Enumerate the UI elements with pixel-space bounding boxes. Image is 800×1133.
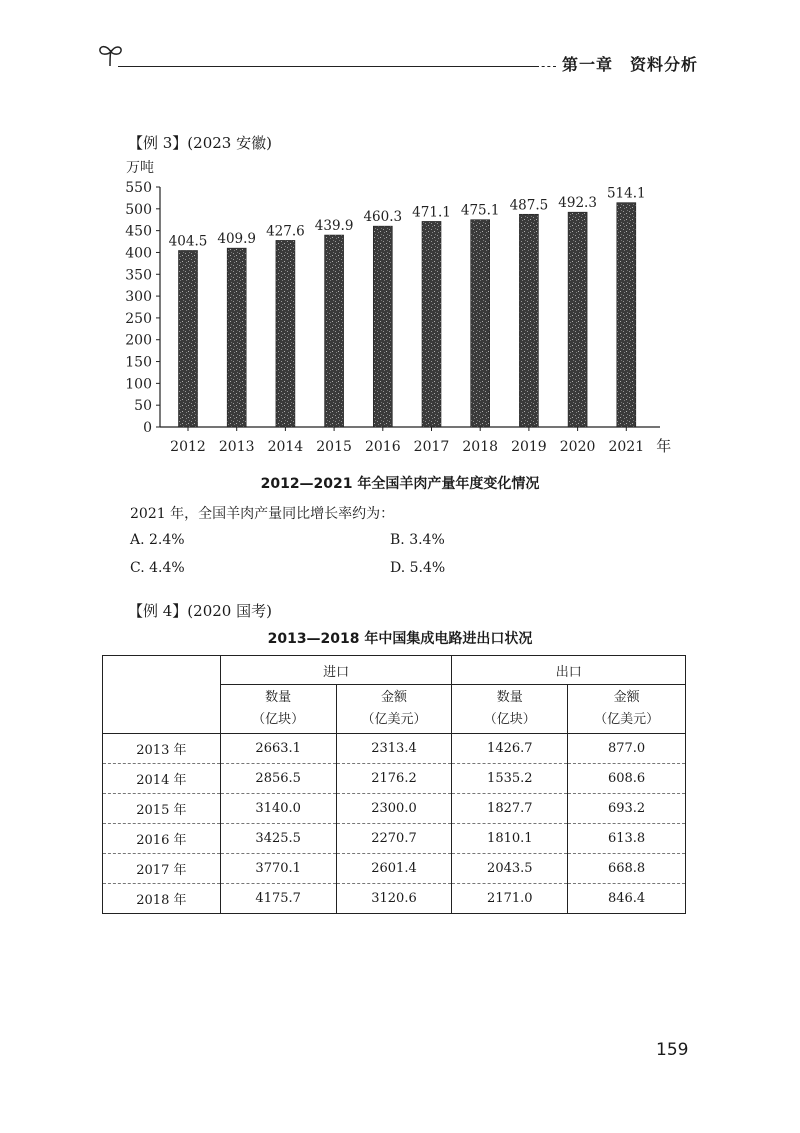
table-cell: 2171.0	[452, 884, 568, 914]
bar-value-label: 492.3	[558, 195, 597, 212]
question-text: 2021 年，全国羊肉产量同比增长率约为：	[130, 506, 395, 522]
bar	[373, 226, 392, 427]
year-cell: 2014 年	[103, 764, 221, 794]
x-tick-label: 2016	[364, 439, 401, 455]
table-cell: 608.6	[568, 764, 686, 794]
year-cell: 2013 年	[103, 734, 221, 764]
y-tick-label: 0	[143, 420, 152, 436]
table-cell: 2601.4	[336, 854, 452, 884]
year-cell: 2017 年	[103, 854, 221, 884]
bar	[422, 221, 441, 427]
import-header: 进口	[220, 656, 452, 685]
table-row	[103, 884, 686, 914]
table-cell: 2313.4	[336, 734, 452, 764]
y-tick-label: 450	[125, 223, 152, 240]
table-cell: 668.8	[568, 854, 686, 884]
table-cell: 2856.5	[220, 764, 336, 794]
table-cell: 3770.1	[220, 854, 336, 884]
table-row	[103, 764, 686, 794]
bar-value-label: 409.9	[217, 231, 257, 248]
option-c[interactable]: C. 4.4%	[130, 560, 185, 576]
bar	[227, 248, 246, 427]
table-cell: 2270.7	[336, 824, 452, 854]
x-axis-unit-label: 年	[656, 437, 672, 455]
table-cell: 846.4	[568, 884, 686, 914]
table-row	[103, 854, 686, 884]
subheader-cell: 数量 （亿块）	[220, 685, 336, 734]
bar-value-label: 475.1	[460, 202, 500, 219]
y-tick-label: 500	[125, 201, 152, 218]
y-axis-unit-label: 万吨	[126, 160, 154, 176]
option-d[interactable]: D. 5.4%	[390, 560, 446, 576]
x-tick-label: 2020	[559, 439, 596, 455]
table-row	[103, 794, 686, 824]
table-cell: 1535.2	[452, 764, 568, 794]
bar-value-label: 514.1	[606, 185, 646, 202]
chart-title: 2012—2021 年全国羊肉产量年度变化情况	[260, 476, 540, 492]
bar	[568, 212, 587, 427]
bar	[179, 250, 198, 427]
table-cell: 3425.5	[220, 824, 336, 854]
header-rule	[118, 66, 538, 67]
subheader-cell: 数量 （亿块）	[452, 685, 568, 734]
x-tick-label: 2018	[462, 439, 499, 455]
table-title: 2013—2018 年中国集成电路进出口状况	[267, 631, 533, 647]
export-header: 出口	[452, 656, 686, 685]
y-tick-label: 250	[125, 310, 152, 327]
example-3-label: 【例 3】(2023 安徽)	[128, 134, 272, 152]
table-row	[103, 734, 686, 764]
chapter-title: 第一章 资料分析	[562, 55, 699, 74]
table-cell: 693.2	[568, 794, 686, 824]
y-tick-label: 400	[125, 245, 152, 262]
table-cell: 1426.7	[452, 734, 568, 764]
table-cell: 4175.7	[220, 884, 336, 914]
table-cell: 3120.6	[336, 884, 452, 914]
example-4-label: 【例 4】(2020 国考)	[128, 602, 272, 620]
y-tick-label: 200	[125, 332, 152, 349]
table-cell: 2663.1	[220, 734, 336, 764]
table-cell: 3140.0	[220, 794, 336, 824]
year-cell: 2015 年	[103, 794, 221, 824]
bar	[276, 240, 295, 427]
bar	[471, 220, 490, 427]
header-rule-dashed	[536, 66, 556, 67]
x-tick-label: 2013	[218, 439, 255, 455]
x-tick-label: 2019	[511, 439, 547, 455]
option-a[interactable]: A. 2.4%	[130, 532, 185, 548]
option-b[interactable]: B. 3.4%	[390, 532, 445, 548]
table-corner-cell	[103, 656, 221, 734]
y-tick-label: 550	[125, 180, 152, 196]
y-tick-label: 150	[125, 354, 152, 371]
bar-value-label: 427.6	[266, 223, 305, 240]
y-tick-label: 350	[125, 267, 152, 284]
ic-trade-table	[102, 655, 686, 914]
x-tick-label: 2017	[413, 439, 450, 455]
y-tick-label: 50	[134, 398, 152, 415]
bar-value-label: 404.5	[168, 233, 208, 250]
subheader-cell: 金额 （亿美元）	[336, 685, 452, 734]
x-tick-label: 2021	[608, 439, 645, 455]
x-tick-label: 2014	[267, 439, 304, 455]
bar-value-label: 487.5	[509, 197, 549, 214]
y-tick-label: 100	[125, 376, 152, 393]
bar-value-label: 460.3	[363, 209, 403, 226]
bar-chart	[100, 150, 700, 465]
table-cell: 877.0	[568, 734, 686, 764]
subheader-cell: 金额 （亿美元）	[568, 685, 686, 734]
bar	[617, 203, 636, 427]
x-tick-label: 2012	[170, 439, 206, 455]
y-tick-label: 300	[125, 289, 152, 306]
x-tick-label: 2015	[316, 439, 352, 455]
year-cell: 2018 年	[103, 884, 221, 914]
bar-value-label: 439.9	[314, 218, 354, 235]
page-number: 159	[656, 1040, 689, 1060]
table-cell: 1810.1	[452, 824, 568, 854]
bar	[325, 235, 344, 427]
table-cell: 613.8	[568, 824, 686, 854]
bar	[519, 214, 538, 427]
bar-value-label: 471.1	[412, 204, 451, 221]
table-cell: 2043.5	[452, 854, 568, 884]
table-row	[103, 824, 686, 854]
table-header-row	[103, 656, 686, 685]
table-cell: 1827.7	[452, 794, 568, 824]
table-cell: 2300.0	[336, 794, 452, 824]
year-cell: 2016 年	[103, 824, 221, 854]
table-cell: 2176.2	[336, 764, 452, 794]
